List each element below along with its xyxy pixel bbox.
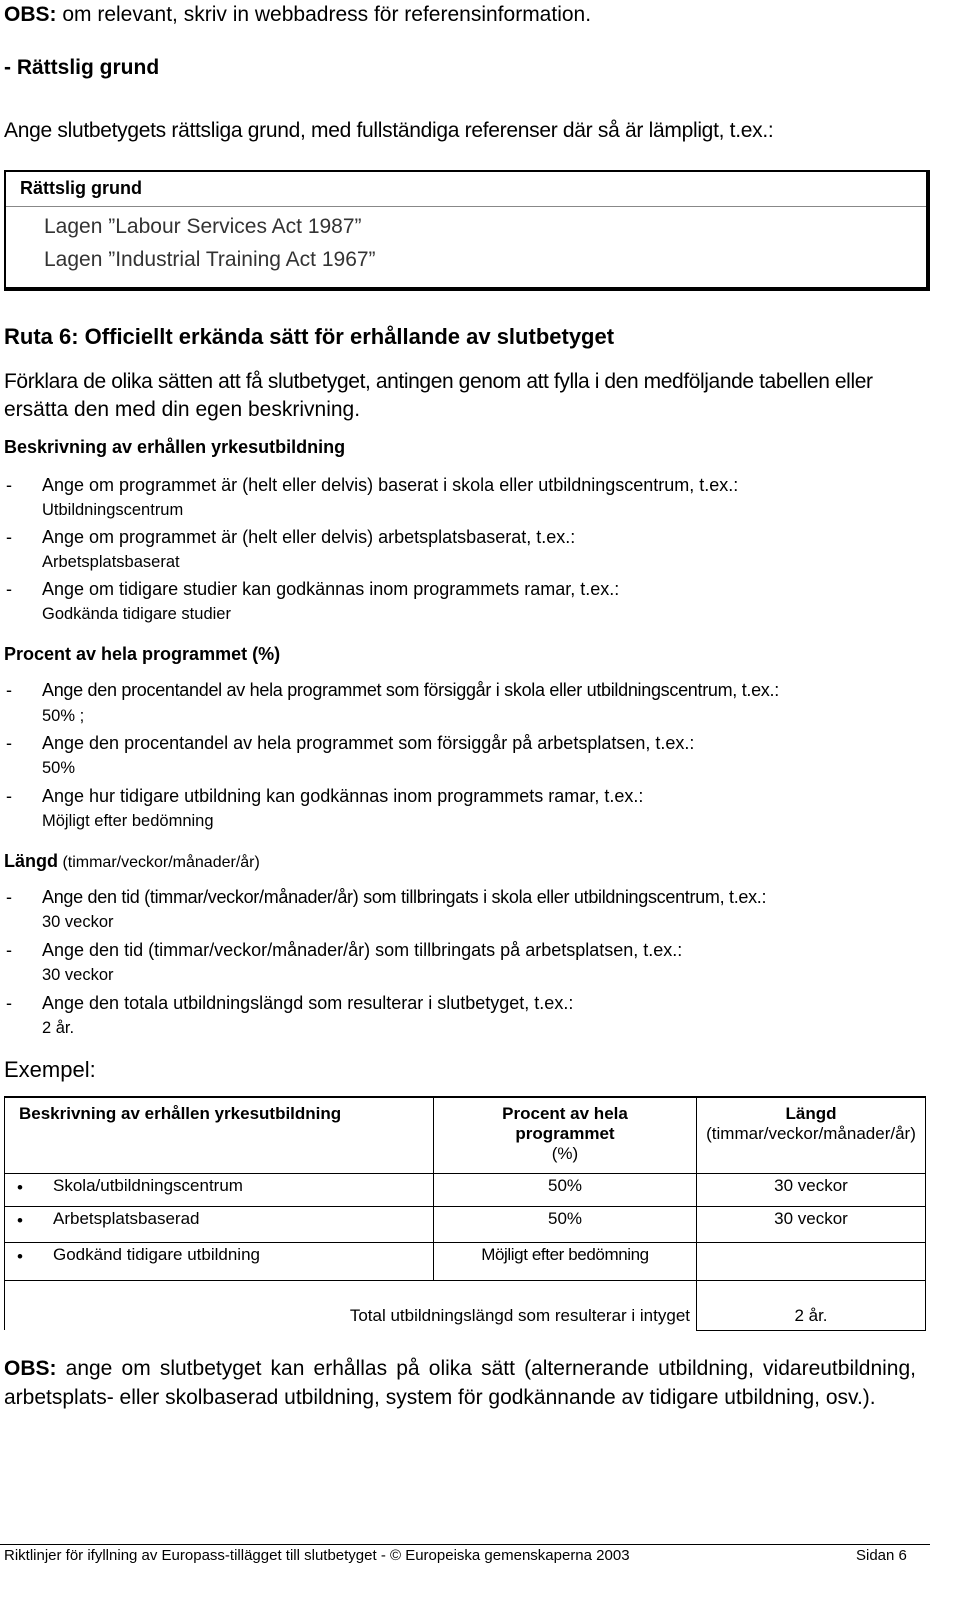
table-header-cell [434,1097,697,1173]
example-table [4,1096,926,1331]
dash: - [6,475,12,495]
beskrivning-item-1: Ange om programmet är (helt eller delvis) baserat i skola eller utbildningscentrum, t.ex.: [42,475,739,495]
ruta6-title: Ruta 6: Officiellt erkända sätt för erhållande av slutbetyget [4,324,615,349]
obs-note-bottom-line1 [4,1356,916,1382]
table-row [5,1173,926,1206]
procent-item-2: Ange den procentandel av hela programmet som försiggår på arbetsplatsen, t.ex.: [42,733,695,753]
langd-example-2: 30 veckor [42,966,114,984]
langd-item-1: Ange den tid (timmar/veckor/månader/år) som tillbringats i skola eller utbildningscentrum, t.ex.: [42,887,767,907]
langd-item-2: Ange den tid (timmar/veckor/månader/år) som tillbringats på arbetsplatsen, t.ex.: [42,940,683,960]
legal-line-2: Lagen ”Industrial Training Act 1967” [44,248,376,271]
footer-rule [0,1544,930,1545]
langd-heading-sub: (timmar/veckor/månader/år) [58,854,260,871]
dash: - [6,940,12,960]
row-label: Skola/utbildningscentrum [53,1175,243,1195]
obs-label: OBS: [4,3,57,26]
col-header-length-b: (timmar/veckor/månader/år) [706,1124,916,1143]
dash: - [6,680,12,700]
row-label: Godkänd tidigare utbildning [53,1244,260,1264]
bullet-icon: • [17,1246,23,1266]
row-length [697,1242,926,1280]
table-total-row [5,1280,926,1330]
table-header-cell [5,1097,434,1173]
beskrivning-example-1: Utbildningscentrum [42,501,184,519]
langd-item-3: Ange den totala utbildningslängd som resulterar i slutbetyget, t.ex.: [42,993,574,1013]
table-header-row [5,1097,926,1173]
footer-left: Riktlinjer för ifyllning av Europass-tillägget till slutbetyget - © Europeiska gemenskaperna 2003 [4,1547,630,1564]
obs-text: om relevant, skriv in webbadress för referensinformation. [56,3,592,26]
beskrivning-example-2: Arbetsplatsbaserat [42,553,180,571]
procent-example-1: 50% ; [42,707,85,725]
procent-item-1: Ange den procentandel av hela programmet som försiggår i skola eller utbildningscentrum, t.ex.: [42,680,779,700]
section-heading-legal: - Rättslig grund [4,56,160,79]
procent-example-2: 50% [42,759,76,777]
table-row [5,1206,926,1242]
legal-box [4,170,930,291]
table-cell [5,1173,434,1206]
dash: - [6,527,12,547]
bullet-icon: • [17,1177,23,1197]
bullet-icon: • [17,1210,23,1230]
legal-intro: Ange slutbetygets rättsliga grund, med fullständiga referenser där så är lämpligt, t.ex.: [4,119,774,142]
table-header-cell [697,1097,926,1173]
procent-item-3: Ange hur tidigare utbildning kan godkännas inom programmets ramar, t.ex.: [42,786,644,806]
dash: - [6,733,12,753]
langd-example-3: 2 år. [42,1019,75,1037]
beskrivning-item-3: Ange om tidigare studier kan godkännas inom programmets ramar, t.ex.: [42,579,620,599]
beskrivning-example-3: Godkända tidigare studier [42,605,231,623]
table-cell [5,1206,434,1242]
obs-note-top [4,2,591,28]
langd-heading [4,849,260,875]
dash: - [6,993,12,1013]
dash: - [6,887,12,907]
total-label: Total utbildningslängd som resulterar i intyget [5,1280,697,1330]
row-percent: Möjligt efter bedömning [434,1242,697,1280]
obs-bottom-label: OBS: [4,1357,57,1380]
obs-bottom-line2: arbetsplats- eller skolbaserad utbildning, system för godkännande av tidigare utbildning, osv.). [4,1386,876,1409]
row-percent: 50% [434,1173,697,1206]
table-row [5,1242,926,1280]
langd-example-1: 30 veckor [42,913,114,931]
obs-bottom-line1: ange om slutbetyget kan erhållas på olika sätt (alternerande utbildning, vidareutbildning, [56,1357,916,1380]
langd-heading-label: Längd [4,851,58,871]
col-header-length-a: Längd [785,1104,837,1123]
footer-page-number: Sidan 6 [856,1547,907,1564]
table-cell [5,1242,434,1280]
row-length: 30 veckor [697,1206,926,1242]
col-header-percent-a: Procent av hela [502,1104,628,1123]
col-header-description: Beskrivning av erhållen yrkesutbildning [19,1104,342,1123]
col-header-percent-c: (%) [551,1144,579,1163]
col-header-percent-b: programmet [515,1124,615,1143]
dash: - [6,579,12,599]
legal-box-title: Rättslig grund [20,178,142,198]
procent-heading: Procent av hela programmet (%) [4,644,281,664]
beskrivning-item-2: Ange om programmet är (helt eller delvis) arbetsplatsbaserat, t.ex.: [42,527,576,547]
row-label: Arbetsplatsbaserad [53,1208,200,1228]
row-percent: 50% [434,1206,697,1242]
legal-box-divider [6,206,926,207]
row-length: 30 veckor [697,1173,926,1206]
legal-line-1: Lagen ”Labour Services Act 1987” [44,215,362,238]
dash: - [6,786,12,806]
total-value: 2 år. [697,1280,926,1330]
procent-example-3: Möjligt efter bedömning [42,812,214,830]
ruta6-body-2: ersätta den med din egen beskrivning. [4,398,361,421]
ruta6-body-1: Förklara de olika sätten att få slutbetyget, antingen genom att fylla i den medföljande tabellen eller [4,370,873,393]
exempel-heading: Exempel: [4,1057,96,1082]
beskrivning-heading: Beskrivning av erhållen yrkesutbildning [4,437,346,457]
